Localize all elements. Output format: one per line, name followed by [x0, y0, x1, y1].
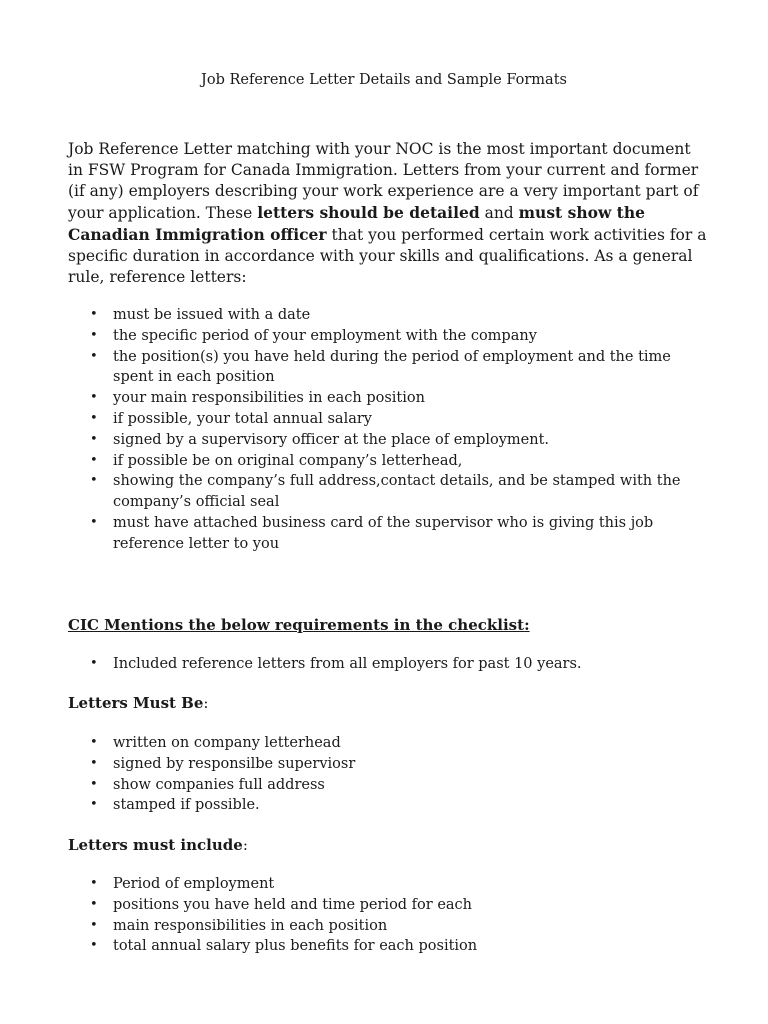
list-item-text: stamped if possible. — [113, 797, 260, 814]
list-item — [68, 513, 688, 555]
list-item — [68, 874, 688, 895]
list-item — [68, 895, 688, 916]
list-item — [68, 388, 688, 409]
list-item-text: if possible, your total annual salary — [113, 410, 372, 427]
bullet-icon: • — [90, 755, 98, 771]
list-item-text: signed by responsilbe superviosr — [113, 755, 356, 772]
bullet-icon: • — [90, 896, 98, 912]
requirements-list — [68, 305, 688, 555]
list-item — [68, 754, 688, 775]
bullet-icon: • — [90, 390, 98, 406]
list-item — [68, 305, 688, 326]
list-item-text: show companies full address — [113, 776, 325, 793]
list-item-text: positions you have held and time period for each — [113, 896, 473, 913]
intro-paragraph — [68, 139, 708, 288]
bullet-icon: • — [90, 797, 98, 813]
must-include-heading-colon: : — [242, 836, 248, 854]
bullet-icon: • — [90, 876, 98, 891]
list-item-text: showing the company’s full address,contact details, and be stamped with the company’s official seal — [113, 473, 681, 511]
bullet-icon: • — [90, 514, 98, 530]
must-be-list — [68, 733, 688, 816]
bullet-icon: • — [90, 452, 98, 468]
cic-checklist — [68, 654, 688, 675]
must-be-heading-colon: : — [203, 694, 209, 712]
list-item — [68, 451, 688, 472]
list-item — [68, 347, 688, 389]
bullet-icon: • — [90, 656, 98, 671]
bullet-icon: • — [90, 473, 98, 489]
bullet-icon: • — [90, 917, 98, 933]
list-item-text: main responsibilities in each position — [113, 917, 388, 934]
intro-text-1: Job Reference Letter matching with your NOC is the most important document in FSW Program for Canada Immigration. Letters from your current and former (if any) employers describing your work experience are a very important part of your application. These — [68, 140, 699, 222]
bullet-icon: • — [90, 348, 98, 364]
list-item — [68, 775, 688, 796]
bullet-icon: • — [90, 327, 98, 343]
list-item-text: Included reference letters from all employers for past 10 years. — [113, 656, 582, 672]
bullet-icon: • — [90, 431, 98, 447]
bullet-icon: • — [90, 938, 98, 954]
must-include-heading-text: Letters must include — [68, 836, 243, 854]
list-item-text: must be issued with a date — [113, 307, 311, 323]
bullet-icon: • — [90, 307, 98, 322]
list-item — [68, 795, 688, 816]
must-be-heading-text: Letters Must Be — [68, 694, 204, 712]
document-title: Job Reference Letter Details and Sample Formats — [201, 71, 567, 88]
list-item-text: if possible be on original company’s letterhead, — [113, 452, 463, 469]
list-item — [68, 430, 688, 451]
bullet-icon: • — [90, 410, 98, 426]
list-item — [68, 409, 688, 430]
bullet-icon: • — [90, 735, 98, 750]
must-include-list — [68, 874, 688, 957]
cic-heading-colon: : — [524, 616, 530, 634]
list-item-text: signed by a supervisory officer at the place of employment. — [113, 431, 550, 448]
list-item — [68, 654, 688, 675]
list-item-text: Period of employment — [113, 876, 275, 892]
intro-bold-1: letters should be detailed — [257, 203, 480, 222]
list-item-text: the position(s) you have held during the period of employment and the time spent in each position — [113, 348, 671, 386]
bullet-icon: • — [90, 776, 98, 792]
list-item — [68, 471, 688, 513]
list-item — [68, 326, 688, 347]
intro-text-2: and — [479, 204, 519, 222]
list-item — [68, 733, 688, 754]
list-item — [68, 916, 688, 937]
list-item-text: written on company letterhead — [113, 735, 341, 751]
list-item-text: must have attached business card of the supervisor who is giving this job reference letter to you — [113, 514, 654, 552]
intro-bold-2: must show the Canadian Immigration officer — [68, 203, 645, 244]
list-item-text: your main responsibilities in each position — [113, 390, 425, 407]
list-item — [68, 936, 688, 957]
list-item-text: the specific period of your employment with the company — [113, 327, 537, 344]
cic-heading — [68, 616, 530, 634]
list-item-text: total annual salary plus benefits for each position — [113, 938, 478, 955]
must-include-heading — [68, 836, 248, 854]
must-be-heading — [68, 694, 208, 712]
intro-text-3: that you performed certain work activities for a specific duration in accordance with your skills and qualifications. As a general rule, reference letters: — [68, 226, 707, 286]
cic-heading-text: CIC Mentions the below requirements in the checklist — [68, 616, 525, 634]
